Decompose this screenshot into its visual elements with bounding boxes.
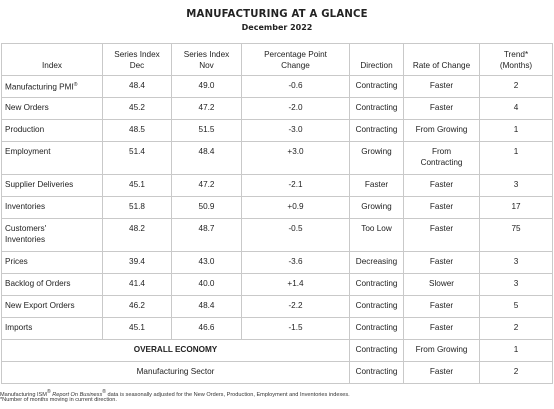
table-row [2, 318, 553, 340]
row-rate: From Contracting [404, 142, 480, 175]
header-trend: Trend* (Months) [480, 44, 553, 76]
header-change: Percentage Point Change [242, 44, 350, 76]
row-dec: 39.4 [103, 252, 172, 274]
row-direction: Growing [350, 197, 404, 219]
row-rate: Slower [404, 274, 480, 296]
row-direction: Too Low [350, 219, 404, 252]
footnote-trend: *Number of months moving in current direction. [0, 397, 117, 403]
table-row [2, 120, 553, 142]
row-nov: 48.4 [172, 142, 242, 175]
row-change: -1.5 [242, 318, 350, 340]
row-direction: Contracting [350, 98, 404, 120]
row-rate: Faster [404, 252, 480, 274]
row-index: Prices [2, 252, 103, 274]
summary-rate: Faster [404, 362, 480, 384]
row-trend: 1 [480, 142, 553, 175]
row-change: -3.0 [242, 120, 350, 142]
footnote: Manufacturing ISM® Report On Business® data is seasonally adjusted for the New Orders, Production, Employment and Inventories indexes. [0, 389, 350, 398]
manufacturing-table [1, 43, 553, 384]
table-row [2, 296, 553, 318]
row-nov: 46.6 [172, 318, 242, 340]
row-dec: 45.1 [103, 175, 172, 197]
row-direction: Decreasing [350, 252, 404, 274]
row-index: New Orders [2, 98, 103, 120]
row-nov: 47.2 [172, 98, 242, 120]
row-dec: 45.1 [103, 318, 172, 340]
row-change: -2.2 [242, 296, 350, 318]
row-change: -2.0 [242, 98, 350, 120]
row-index: Imports [2, 318, 103, 340]
row-nov: 50.9 [172, 197, 242, 219]
row-dec: 48.2 [103, 219, 172, 252]
row-trend: 2 [480, 318, 553, 340]
row-direction: Contracting [350, 274, 404, 296]
row-trend: 3 [480, 274, 553, 296]
row-index: Manufacturing PMI® [2, 76, 103, 98]
row-direction: Contracting [350, 296, 404, 318]
row-index: Customers' Inventories [2, 219, 103, 252]
page-subtitle: December 2022 [241, 23, 313, 32]
header-rate: Rate of Change [404, 44, 480, 76]
table-row [2, 76, 553, 98]
row-change: -2.1 [242, 175, 350, 197]
summary-trend: 2 [480, 362, 553, 384]
table-row [2, 142, 553, 175]
row-dec: 48.5 [103, 120, 172, 142]
row-trend: 3 [480, 252, 553, 274]
table-row [2, 197, 553, 219]
row-rate: Faster [404, 296, 480, 318]
summary-trend: 1 [480, 340, 553, 362]
table-row [2, 175, 553, 197]
row-trend: 17 [480, 197, 553, 219]
summary-row [2, 362, 553, 384]
row-change: +1.4 [242, 274, 350, 296]
row-dec: 41.4 [103, 274, 172, 296]
row-nov: 48.7 [172, 219, 242, 252]
row-change: -0.5 [242, 219, 350, 252]
row-trend: 2 [480, 76, 553, 98]
row-nov: 49.0 [172, 76, 242, 98]
row-trend: 5 [480, 296, 553, 318]
table-row [2, 274, 553, 296]
row-direction: Growing [350, 142, 404, 175]
row-trend: 1 [480, 120, 553, 142]
row-index: Backlog of Orders [2, 274, 103, 296]
header-index: Index [2, 44, 103, 76]
row-index: New Export Orders [2, 296, 103, 318]
summary-rate: From Growing [404, 340, 480, 362]
row-change: +0.9 [242, 197, 350, 219]
row-rate: Faster [404, 98, 480, 120]
row-direction: Contracting [350, 76, 404, 98]
row-dec: 45.2 [103, 98, 172, 120]
row-direction: Faster [350, 175, 404, 197]
row-nov: 48.4 [172, 296, 242, 318]
row-dec: 46.2 [103, 296, 172, 318]
row-trend: 3 [480, 175, 553, 197]
table-row [2, 98, 553, 120]
table-row [2, 252, 553, 274]
header-nov: Series Index Nov [172, 44, 242, 76]
summary-label: OVERALL ECONOMY [2, 340, 350, 362]
row-rate: Faster [404, 175, 480, 197]
page-title: MANUFACTURING AT A GLANCE [186, 7, 368, 20]
header-dec: Series Index Dec [103, 44, 172, 76]
row-nov: 40.0 [172, 274, 242, 296]
row-change: -0.6 [242, 76, 350, 98]
row-rate: Faster [404, 197, 480, 219]
row-rate: Faster [404, 219, 480, 252]
summary-row [2, 340, 553, 362]
row-index: Inventories [2, 197, 103, 219]
row-dec: 48.4 [103, 76, 172, 98]
header-direction: Direction [350, 44, 404, 76]
row-rate: Faster [404, 318, 480, 340]
row-trend: 75 [480, 219, 553, 252]
row-rate: From Growing [404, 120, 480, 142]
row-trend: 4 [480, 98, 553, 120]
table-header-row [2, 44, 553, 76]
row-dec: 51.4 [103, 142, 172, 175]
row-direction: Contracting [350, 120, 404, 142]
row-change: +3.0 [242, 142, 350, 175]
row-dec: 51.8 [103, 197, 172, 219]
row-nov: 43.0 [172, 252, 242, 274]
table-row [2, 219, 553, 252]
row-index: Production [2, 120, 103, 142]
row-direction: Contracting [350, 318, 404, 340]
summary-direction: Contracting [350, 340, 404, 362]
row-change: -3.6 [242, 252, 350, 274]
row-nov: 47.2 [172, 175, 242, 197]
row-rate: Faster [404, 76, 480, 98]
summary-direction: Contracting [350, 362, 404, 384]
summary-label: Manufacturing Sector [2, 362, 350, 384]
row-nov: 51.5 [172, 120, 242, 142]
row-index: Employment [2, 142, 103, 175]
row-index: Supplier Deliveries [2, 175, 103, 197]
